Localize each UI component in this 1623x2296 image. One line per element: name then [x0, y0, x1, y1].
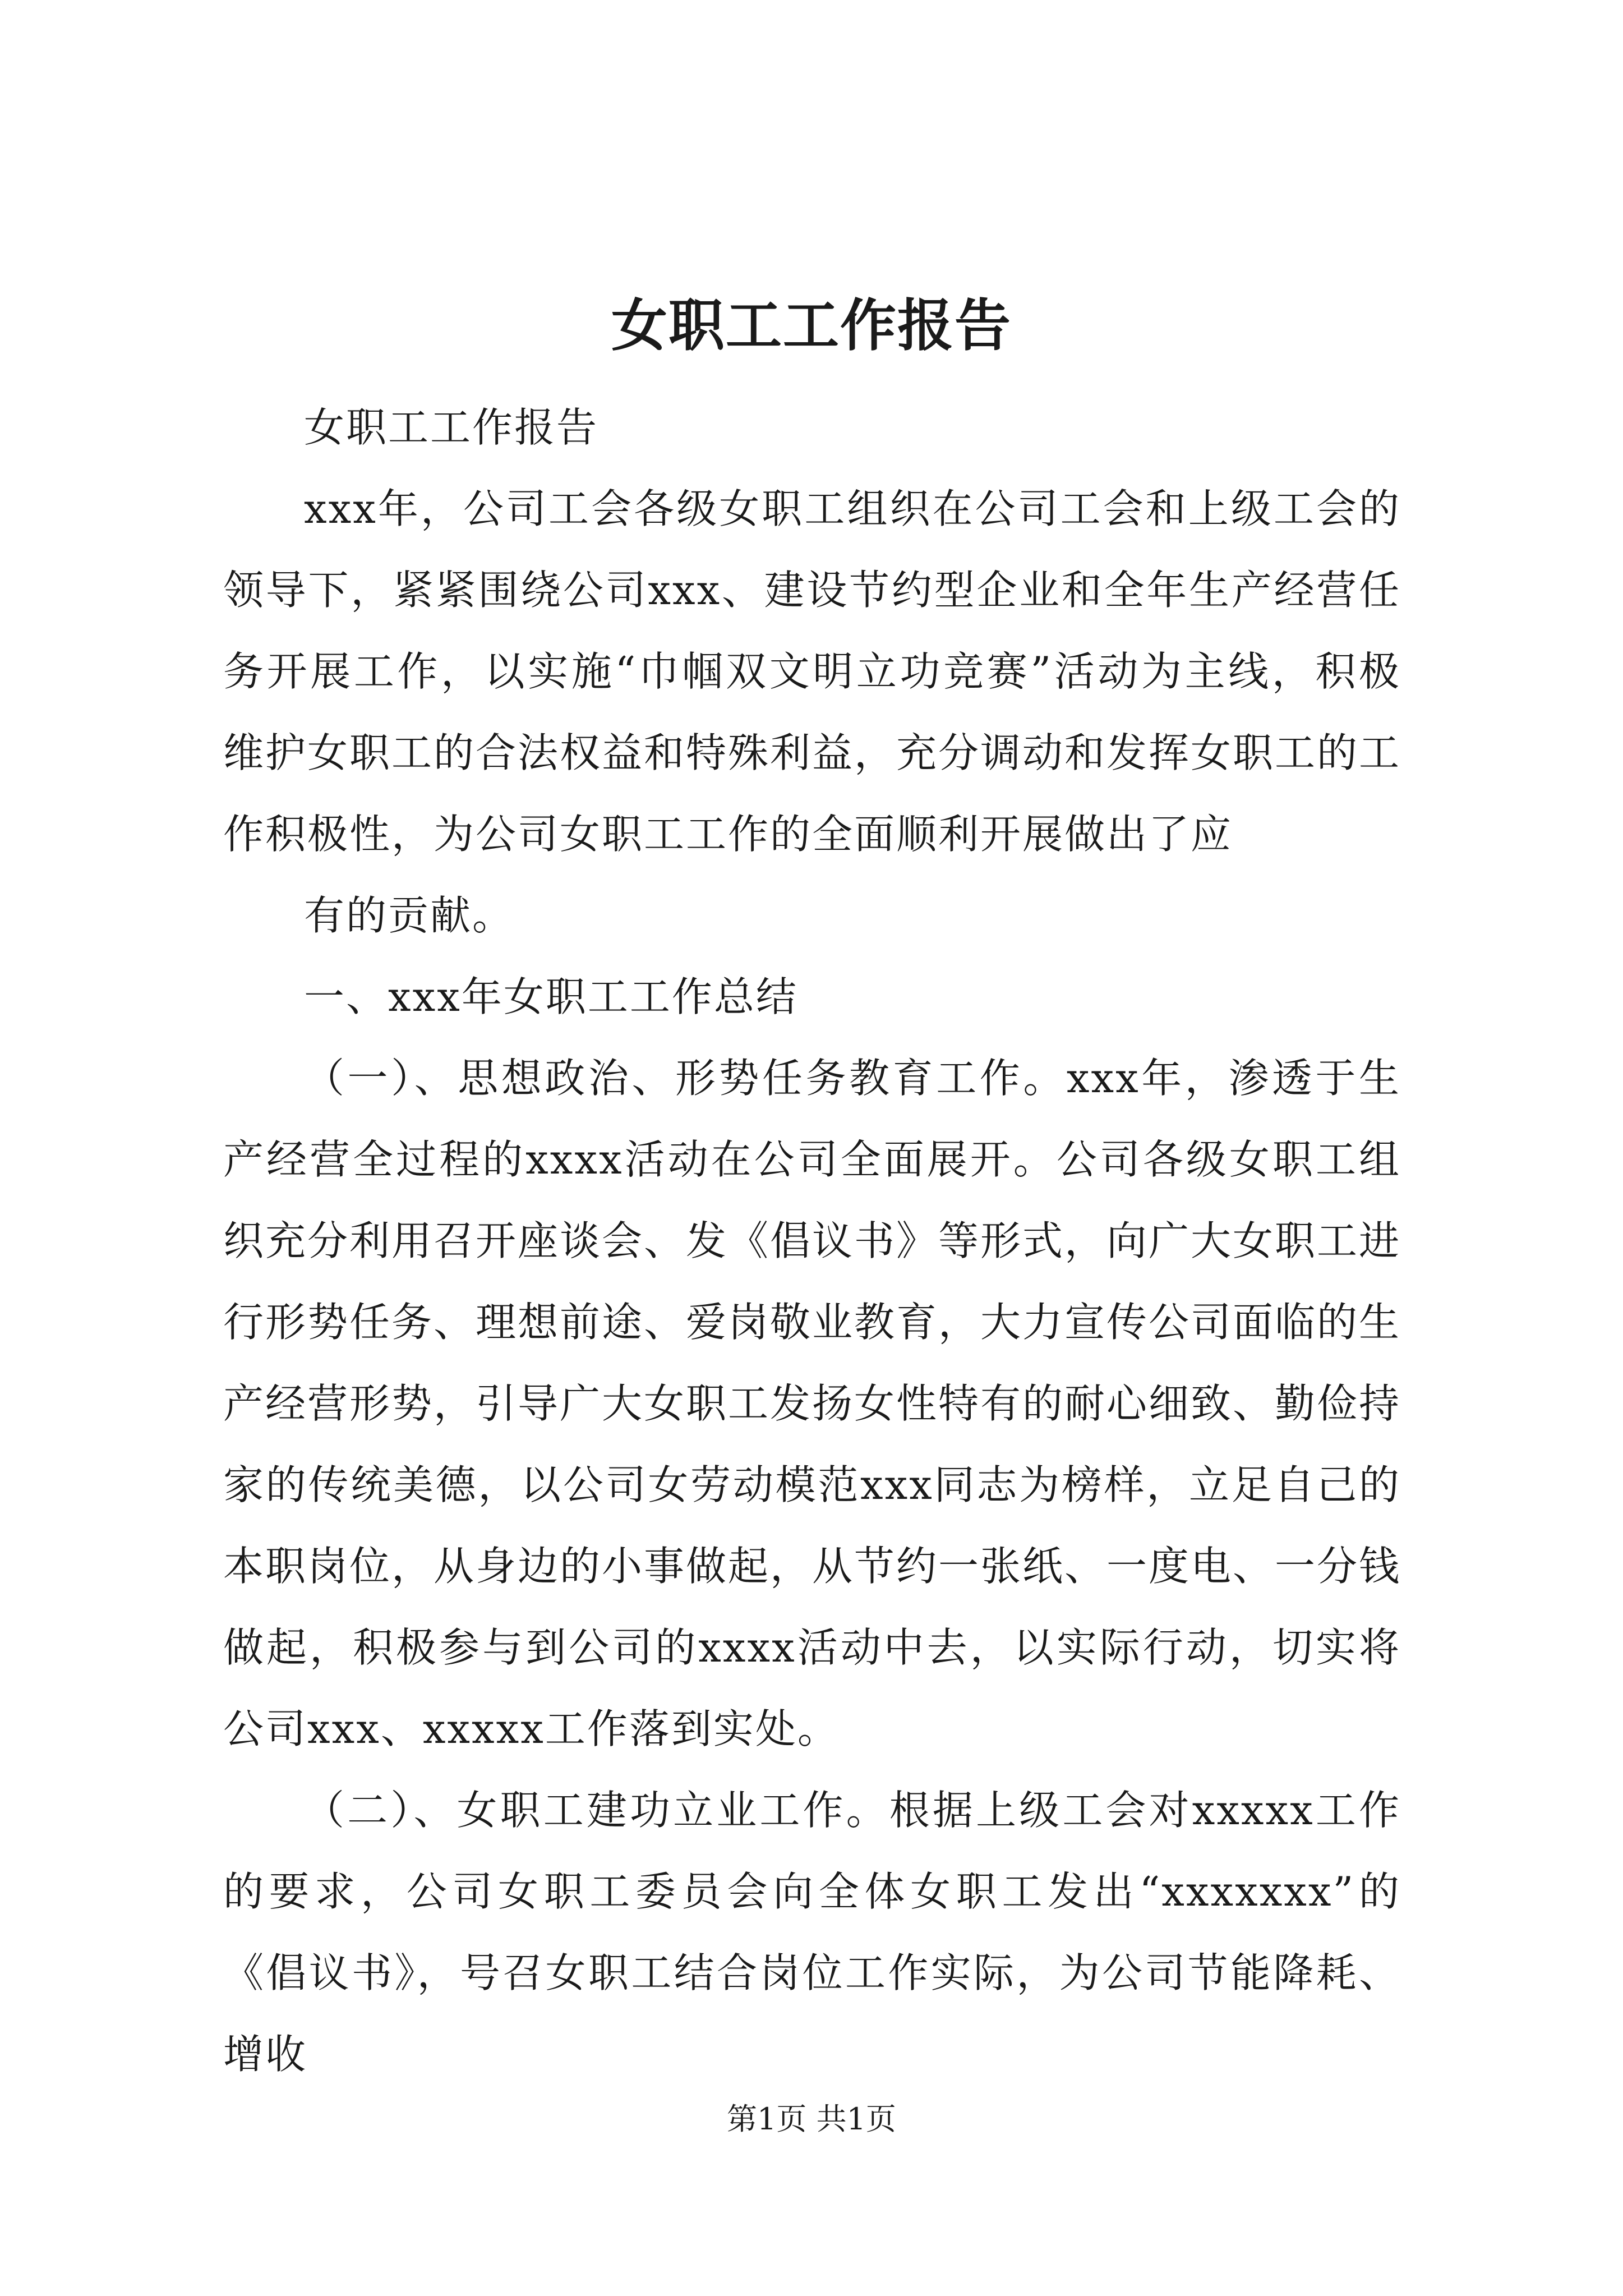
page-footer: 第1页 共1页 [727, 2101, 896, 2137]
paragraph-subtitle: 女职工工作报告 [304, 404, 599, 451]
document-title: 女职工工作报告 [611, 292, 1012, 358]
document-body [223, 387, 1401, 2095]
paragraph-intro-continued: 有的贡献。 [304, 892, 515, 939]
paragraph-intro: xxx年，公司工会各级女职工组织在公司工会和上级工会的领导下，紧紧围绕公司xxx、建设节约型企业和全年生产经营任务开展工作，以实施“巾帼双文明立功竞赛”活动为主线，积极维护女职工的合法权益和特殊利益，充分调动和发挥女职工的工作积极性，为公司女职工工作的全面顺利开展做出了应 [223, 485, 1401, 858]
section-heading-summary: 一、xxx年女职工工作总结 [304, 973, 798, 1020]
paragraph-section-1: （一）、思想政治、形势任务教育工作。xxx年，渗透于生产经营全过程的xxxx活动在公司全面展开。公司各级女职工组织充分利用召开座谈会、发《倡议书》等形式，向广大女职工进行形势任务、理想前途、爱岗敬业教育，大力宣传公司面临的生产经营形势，引导广大女职工发扬女性特有的耐心细致、勤俭持家的传统美德，以公司女劳动模范xxx同志为榜样，立足自己的本职岗位，从身边的小事做起，从节约一张纸、一度电、一分钱做起，积极参与到公司的xxxx活动中去，以实际行动，切实将公司xxx、xxxxx工作落到实处。 [223, 1055, 1401, 1752]
paragraph-section-2: （二）、女职工建功立业工作。根据上级工会对xxxxx工作的要求，公司女职工委员会向全体女职工发出“xxxxxxx”的《倡议书》，号召女职工结合岗位工作实际，为公司节能降耗、增收 [223, 1787, 1401, 2078]
